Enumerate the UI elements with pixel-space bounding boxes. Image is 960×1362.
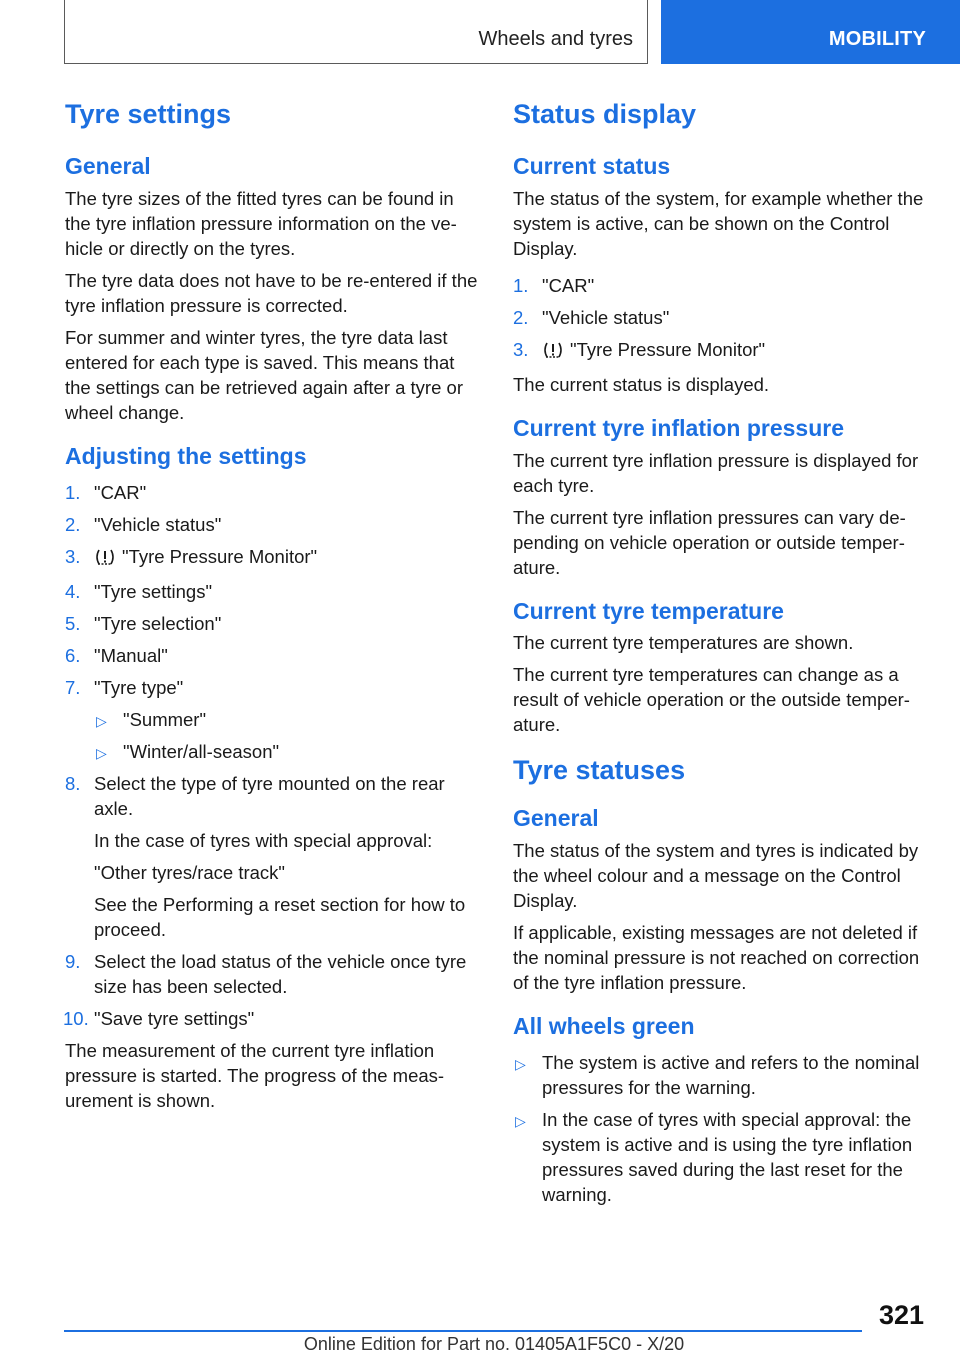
- step-number: 7.: [65, 676, 81, 698]
- list-item: [65, 1006, 483, 1031]
- step-number: 3.: [513, 338, 529, 360]
- step-text: "Tyre Pressure Monitor": [122, 545, 318, 567]
- paragraph: The status of the system, for example whether the system is active, can be shown on the Control Display.: [513, 187, 924, 259]
- heading-general: General: [65, 152, 151, 179]
- paragraph: The current tyre temperatures are shown.: [513, 632, 854, 654]
- step-number: 5.: [65, 612, 81, 634]
- header-chapter-tab: [661, 0, 960, 64]
- step-number: 3.: [65, 545, 81, 567]
- step-number: 6.: [65, 644, 81, 666]
- list-item: [65, 480, 483, 505]
- heading-current-pressure: Current tyre inflation pressure: [513, 414, 845, 441]
- list-item: [65, 675, 483, 764]
- list-item: [513, 1107, 931, 1207]
- step-text: Select the type of tyre mounted on the rear axle.: [94, 772, 445, 819]
- list-item: [513, 305, 931, 330]
- triangle-bullet-icon: ▷: [96, 712, 107, 729]
- option-text: "Summer": [123, 708, 207, 730]
- tyre-pressure-warning-icon: [542, 340, 564, 365]
- paragraph: If applicable, existing messages are not deleted if the nominal pressure is not reached on correction of the tyre inflation pressure.: [513, 922, 920, 994]
- list-item: [94, 707, 483, 732]
- step-number: 1.: [65, 481, 81, 503]
- list-item: [94, 739, 483, 764]
- triangle-bullet-icon: ▷: [96, 744, 107, 761]
- step-text: "Tyre Pressure Monitor": [570, 338, 766, 360]
- bullet-text: In the case of tyres with special approval: the system is active and is using the tyre inflation pressures saved during the last reset for the warning.: [542, 1108, 913, 1205]
- paragraph: The tyre sizes of the fitted tyres can be found in the tyre inflation pressure information on the vehicle or directly on the tyres.: [65, 187, 457, 259]
- step-note: "Other tyres/race track": [94, 861, 285, 883]
- paragraph: The measurement of the current tyre inflation pressure is started. The progress of the measurement is shown.: [65, 1039, 445, 1111]
- paragraph: The current tyre inflation pressure is displayed for each tyre.: [513, 449, 919, 496]
- paragraph: The current tyre inflation pressures can vary depending on vehicle operation or outside temperature.: [513, 506, 906, 578]
- heading-current-status: Current status: [513, 152, 671, 179]
- step-number: 1.: [513, 274, 529, 296]
- section-title-tyre-settings: Tyre settings: [65, 99, 232, 129]
- step-text: Select the load status of the vehicle once tyre size has been selected.: [94, 950, 467, 997]
- step-text: "Tyre selection": [94, 612, 222, 634]
- header-section-title: Wheels and tyres: [478, 28, 633, 50]
- step-text: "Manual": [94, 644, 168, 666]
- header-section-box: [64, 0, 648, 64]
- step-note: See the Performing a reset section for how to proceed.: [94, 893, 466, 940]
- page-number: 321: [878, 1300, 924, 1330]
- step-text: "Save tyre settings": [94, 1007, 255, 1029]
- list-item: [65, 643, 483, 668]
- heading-current-temperature: Current tyre temperature: [513, 597, 784, 624]
- tyre-pressure-warning-icon: [94, 547, 116, 572]
- footer-divider: [64, 1330, 862, 1332]
- paragraph: The status of the system and tyres is indicated by the wheel colour and a message on the Control Display.: [513, 840, 919, 912]
- bullet-text: The system is active and refers to the nominal pressures for the warning.: [542, 1051, 920, 1098]
- right-column: [513, 98, 931, 1214]
- list-item: [65, 611, 483, 636]
- list-item: [513, 273, 931, 298]
- step-number: 2.: [65, 513, 81, 535]
- list-item: [65, 512, 483, 537]
- step-number: 8.: [65, 772, 81, 794]
- step-text: "CAR": [542, 274, 595, 296]
- step-text: "Tyre type": [94, 676, 184, 698]
- option-text: "Winter/all-season": [123, 740, 280, 762]
- triangle-bullet-icon: ▷: [515, 1055, 526, 1072]
- adjust-steps-list: [65, 480, 483, 1031]
- section-title-status-display: Status display: [513, 99, 697, 129]
- step-number: 2.: [513, 306, 529, 328]
- step-text: "Tyre settings": [94, 580, 213, 602]
- paragraph: The tyre data does not have to be re-entered if the tyre inflation pressure is corrected.: [65, 269, 478, 316]
- status-steps-list: [513, 273, 931, 365]
- tyre-type-options: [94, 707, 483, 764]
- step-number: 9.: [65, 950, 81, 972]
- heading-general: General: [513, 805, 599, 832]
- footer-edition: [0, 1334, 960, 1355]
- footer-edition-text: Online Edition for Part no. 01405A1F5C0 - X/20: [303, 1334, 685, 1354]
- paragraph: For summer and winter tyres, the tyre data last entered for each type is saved. This means that the settings can be retrieved again after a tyre or wheel change.: [65, 326, 463, 423]
- list-item: [513, 1050, 931, 1100]
- step-number: 10.: [63, 1007, 89, 1029]
- list-item: [65, 949, 483, 999]
- paragraph: The current status is displayed.: [513, 373, 770, 395]
- triangle-bullet-icon: ▷: [515, 1112, 526, 1129]
- heading-adjusting-settings: Adjusting the settings: [65, 442, 307, 469]
- header-chapter-title: MOBILITY: [828, 28, 926, 50]
- list-item: [513, 337, 931, 365]
- list-item: [65, 579, 483, 604]
- step-note: In the case of tyres with special approval:: [94, 829, 433, 851]
- list-item: [65, 771, 483, 942]
- step-text: "Vehicle status": [542, 306, 670, 328]
- heading-all-wheels-green: All wheels green: [513, 1013, 695, 1040]
- step-number: 4.: [65, 580, 81, 602]
- step-text: "CAR": [94, 481, 147, 503]
- green-status-list: [513, 1050, 931, 1207]
- step-text: "Vehicle status": [94, 513, 222, 535]
- paragraph: The current tyre temperatures can change as a result of vehicle operation or the outside temperature.: [513, 664, 910, 736]
- left-column: [65, 98, 483, 1120]
- section-title-tyre-statuses: Tyre statuses: [513, 755, 686, 786]
- list-item: [65, 544, 483, 572]
